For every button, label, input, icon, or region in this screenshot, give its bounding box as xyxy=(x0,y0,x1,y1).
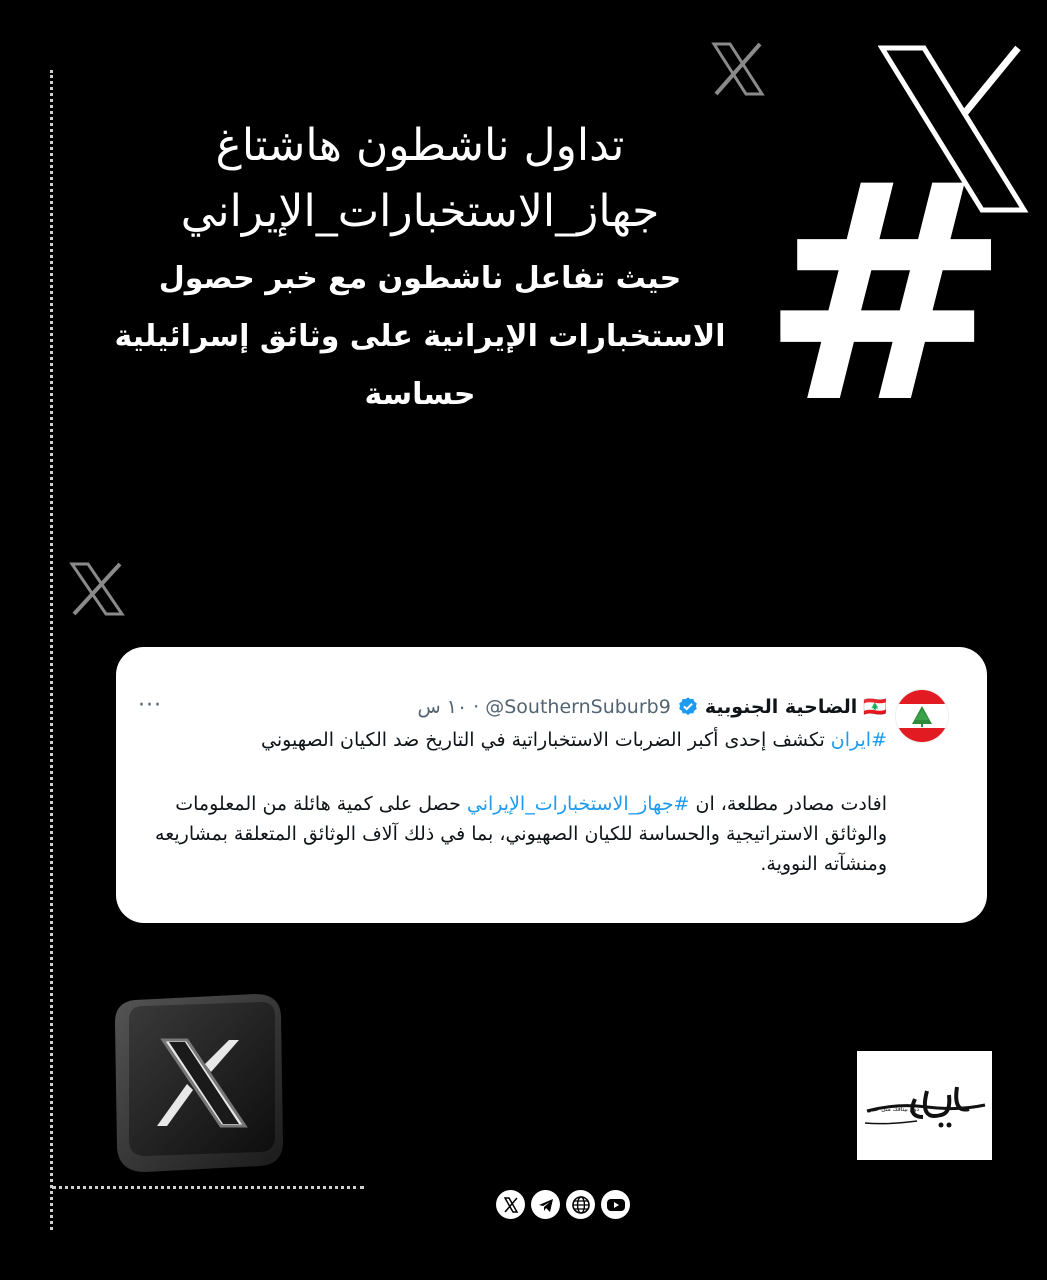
dotted-divider-vertical xyxy=(50,70,53,1230)
tweet-body xyxy=(117,789,887,879)
headline-subtitle: حيث تفاعل ناشطون مع خبر حصول الاستخبارات الإيرانية على وثائق إسرائيلية حساسة xyxy=(114,261,726,412)
globe-icon[interactable] xyxy=(566,1190,595,1219)
brand-logo-mark xyxy=(857,1051,992,1160)
tweet-first-line-text: تكشف إحدى أكبر الضربات الاستخباراتية في التاريخ ضد الكيان الصهيوني xyxy=(261,729,831,751)
more-options-button[interactable]: ··· xyxy=(138,693,162,718)
youtube-icon[interactable] xyxy=(601,1190,630,1219)
brand-logo xyxy=(857,1051,992,1160)
dotted-divider-horizontal xyxy=(52,1186,364,1189)
tweet-first-line xyxy=(261,729,887,751)
author-name[interactable]: الضاحية الجنوبية xyxy=(704,695,858,718)
x-app-icon xyxy=(105,992,285,1172)
lebanon-flag-icon xyxy=(896,690,948,742)
avatar[interactable] xyxy=(895,689,949,743)
tweet-body-part1: افادت مصادر مطلعة، ان xyxy=(689,793,887,815)
headline-line1: تداول ناشطون هاشتاغ xyxy=(215,120,625,171)
author-handle[interactable]: @SouthernSuburb9 xyxy=(485,695,671,718)
flag-emoji: 🇱🇧 xyxy=(863,696,887,718)
headline xyxy=(110,118,730,424)
verified-badge-icon xyxy=(677,696,699,718)
separator-dot: · xyxy=(473,695,480,718)
tweet-body-part2: حصل على كمية هائلة من المعلومات والوثائق الاستراتيجية والحساسة للكيان الصهيوني، بما في ذلك آلاف الوثائق المتعلقة بمشاريعه ومنشآته النووية. xyxy=(155,793,887,875)
hashtag-iran-link[interactable]: #ايران xyxy=(830,729,887,751)
hashtag-intel-link[interactable]: #جهاز_الاستخبارات_الإيراني xyxy=(466,793,690,815)
social-icons xyxy=(496,1190,630,1219)
hashtag-symbol: # xyxy=(760,120,1012,469)
x-icon[interactable] xyxy=(496,1190,525,1219)
headline-hashtag: جهاز_الاستخبارات_الإيراني xyxy=(180,186,660,237)
x-logo-small-icon xyxy=(710,42,766,96)
tweet-time[interactable]: ١٠ س xyxy=(417,695,468,718)
tweet-meta xyxy=(418,695,887,718)
brand-tagline: دوم بيتاقك مثل خبير xyxy=(868,1106,919,1113)
tweet-card[interactable] xyxy=(116,647,987,923)
x-logo-left-icon xyxy=(68,562,126,616)
telegram-icon[interactable] xyxy=(531,1190,560,1219)
